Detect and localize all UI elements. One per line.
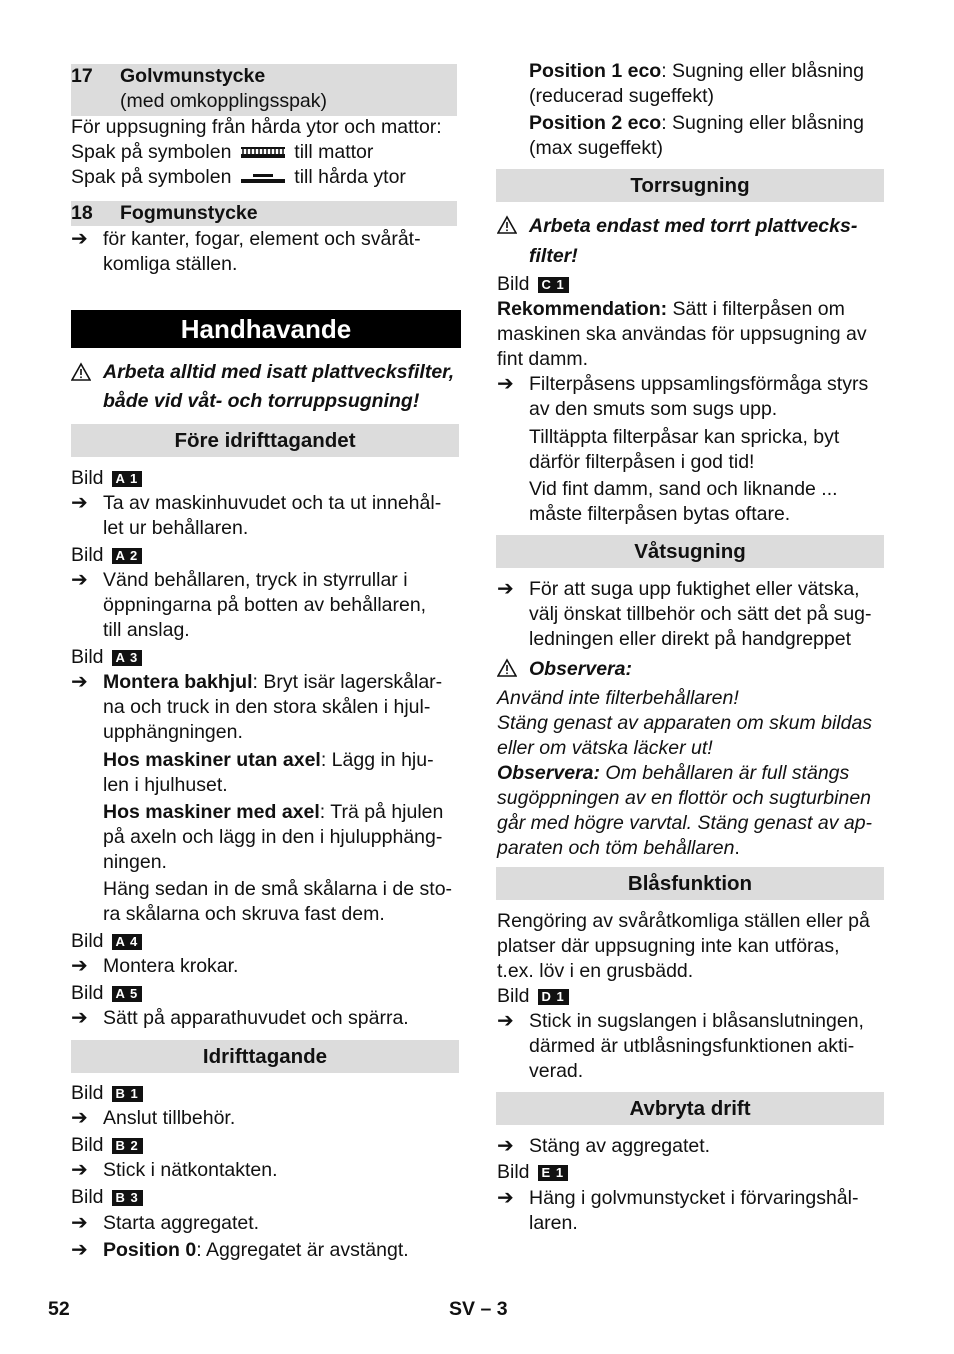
right-arrow-icon: ➔ <box>71 1239 88 1261</box>
right-arrow-icon: ➔ <box>497 373 514 395</box>
filter-text-1: Filterpåsens uppsamlingsförmåga styrs <box>529 373 869 395</box>
warning-text-2: både vid våt- och torruppsugning! <box>103 390 420 412</box>
item-18-text-1: för kanter, fogar, element och svåråt- <box>103 228 421 250</box>
step-b3-text: Starta aggregatet. <box>103 1212 260 1234</box>
figure-ref-a1: Bild A 1 <box>71 466 142 491</box>
item-17-subtitle: (med omkopplingsspak) <box>120 90 328 112</box>
right-arrow-icon: ➔ <box>497 1135 514 1157</box>
wet-text-1: För att suga upp fuktighet eller vätska, <box>529 578 860 600</box>
observe-2-text-4: paraten och töm behållaren. <box>497 837 740 859</box>
figure-ref-a3: Bild A 3 <box>71 645 142 670</box>
right-arrow-icon: ➔ <box>71 492 88 514</box>
blow-text-2: platser där uppsugning inte kan utföras, <box>497 935 840 957</box>
step-a3-text-1: Montera bakhjul: Bryt isär lagerskålar- <box>103 671 443 693</box>
right-arrow-icon: ➔ <box>71 671 88 693</box>
stop-text-2: Häng i golvmunstycket i förvaringshål- <box>529 1187 859 1209</box>
step-a3-text-3: upphängningen. <box>103 721 243 743</box>
filter-text-6: måste filterpåsen bytas oftare. <box>529 503 791 525</box>
warning-dry-text-1: Arbeta endast med torrt plattvecks- <box>529 215 858 237</box>
subheading-blasfunktion: Blåsfunktion <box>496 867 884 900</box>
filter-text-5: Vid fint damm, sand och liknande ... <box>529 478 838 500</box>
right-arrow-icon: ➔ <box>71 1159 88 1181</box>
step-b1-text: Anslut tillbehör. <box>103 1107 236 1129</box>
step-a3-text-9: Häng sedan in de små skålarna i de sto- <box>103 878 453 900</box>
item-18-text-2: komliga ställen. <box>103 253 238 275</box>
figure-ref-e1: Bild E 1 <box>497 1160 568 1185</box>
observe-text-1: Använd inte filterbehållaren! <box>497 687 739 709</box>
step-a1-text-1: Ta av maskinhuvudet och ta ut innehål- <box>103 492 442 514</box>
step-a3-text-10: ra skålarna och skruva fast dem. <box>103 903 385 925</box>
right-arrow-icon: ➔ <box>71 569 88 591</box>
figure-ref-b3: Bild B 3 <box>71 1185 143 1210</box>
recommendation-text-1: Rekommendation: Sätt i filterpåsen om <box>497 298 845 320</box>
step-a3-text-7: på axeln och lägg in den i hjulupphäng- <box>103 826 443 848</box>
warning-triangle-icon <box>497 658 517 678</box>
stop-text-1: Stäng av aggregatet. <box>529 1135 711 1157</box>
step-a5-text: Sätt på apparathuvudet och spärra. <box>103 1007 409 1029</box>
position-0-text: Position 0: Aggregatet är avstängt. <box>103 1239 409 1261</box>
item-18-number: 18 <box>71 202 93 224</box>
step-a3-text-2: na och truck in den stora skålen i hjul- <box>103 696 431 718</box>
right-arrow-icon: ➔ <box>71 228 88 250</box>
subheading-vatsugning: Våtsugning <box>496 535 884 568</box>
step-a3-text-8: ningen. <box>103 851 167 873</box>
subheading-idrifttagande: Idrifttagande <box>71 1040 459 1073</box>
stop-text-3: laren. <box>529 1212 578 1234</box>
step-a3-text-4: Hos maskiner utan axel: Lägg in hju- <box>103 749 434 771</box>
step-a1-text-2: let ur behållaren. <box>103 517 249 539</box>
right-arrow-icon: ➔ <box>71 1212 88 1234</box>
filter-text-2: av den smuts som sugs upp. <box>529 398 778 420</box>
item-17-number: 17 <box>71 65 93 87</box>
right-arrow-icon: ➔ <box>497 1010 514 1032</box>
figure-ref-a2: Bild A 2 <box>71 543 142 568</box>
filter-text-3: Tilltäppta filterpåsar kan spricka, byt <box>529 426 840 448</box>
right-arrow-icon: ➔ <box>497 1187 514 1209</box>
observe-heading: Observera: <box>529 658 632 680</box>
item-18-title: Fogmunstycke <box>120 202 258 224</box>
blow-text-1: Rengöring av svåråtkomliga ställen eller på <box>497 910 870 932</box>
position-2-text: Position 2 eco: Sugning eller blåsning <box>529 112 864 134</box>
figure-ref-c1: Bild C 1 <box>497 272 569 297</box>
blow-step-1: Stick in sugslangen i blåsanslutningen, <box>529 1010 864 1032</box>
observe-2-text-1: Observera: Om behållaren är full stängs <box>497 762 850 784</box>
step-a4-text: Montera krokar. <box>103 955 239 977</box>
warning-dry-text-2: filter! <box>529 245 578 267</box>
observe-text-2: Stäng genast av apparaten om skum bildas <box>497 712 873 734</box>
figure-ref-b1: Bild B 1 <box>71 1081 143 1106</box>
carpet-symbol-icon <box>241 145 285 159</box>
observe-text-3: eller om vätska läcker ut! <box>497 737 713 759</box>
item-17-title: Golvmunstycke <box>120 65 266 87</box>
section-heading-handhavande: Handhavande <box>71 310 461 348</box>
warning-triangle-icon <box>497 215 517 235</box>
item-17-carpet-line: Spak på symbolen till mattor <box>71 141 374 163</box>
warning-triangle-icon <box>71 362 91 382</box>
right-arrow-icon: ➔ <box>71 1007 88 1029</box>
observe-2-text-2: sugöppningen av en flottör och sugturbinen <box>497 787 872 809</box>
right-arrow-icon: ➔ <box>497 578 514 600</box>
right-arrow-icon: ➔ <box>71 1107 88 1129</box>
blow-step-2: därmed är utblåsningsfunktionen akti- <box>529 1035 855 1057</box>
warning-text-1: Arbeta alltid med isatt plattvecksfilter, <box>103 361 455 383</box>
step-a3-text-6: Hos maskiner med axel: Trä på hjulen <box>103 801 444 823</box>
position-2-text-2: (max sugeffekt) <box>529 137 664 159</box>
right-arrow-icon: ➔ <box>71 955 88 977</box>
recommendation-text-3: fint damm. <box>497 348 589 370</box>
step-a2-text-1: Vänd behållaren, tryck in styrrullar i <box>103 569 408 591</box>
observe-2-text-3: går med högre varvtal. Stäng genast av ap- <box>497 812 873 834</box>
position-1-text: Position 1 eco: Sugning eller blåsning <box>529 60 864 82</box>
item-17-text: För uppsugning från hårda ytor och mattor: <box>71 116 442 138</box>
position-1-text-2: (reducerad sugeffekt) <box>529 85 714 107</box>
figure-ref-a5: Bild A 5 <box>71 981 142 1006</box>
step-a2-text-2: öppningarna på botten av behållaren, <box>103 594 427 616</box>
figure-ref-d1: Bild D 1 <box>497 984 569 1009</box>
wet-text-3: ledningen eller direkt på handgreppet <box>529 628 851 650</box>
item-17-hard-floor-line: Spak på symbolen till hårda ytor <box>71 166 406 188</box>
subheading-torrsugning: Torrsugning <box>496 169 884 202</box>
filter-text-4: därför filterpåsen i god tid! <box>529 451 755 473</box>
blow-text-3: t.ex. löv i en grusbädd. <box>497 960 694 982</box>
subheading-avbryta-drift: Avbryta drift <box>496 1092 884 1125</box>
wet-text-2: välj önskat tillbehör och sätt det på sug- <box>529 603 872 625</box>
recommendation-text-2: maskinen ska användas för uppsugning av <box>497 323 867 345</box>
blow-step-3: verad. <box>529 1060 584 1082</box>
hard-floor-symbol-icon <box>241 170 285 184</box>
subheading-fore-idrifttagandet: Före idrifttagandet <box>71 424 459 457</box>
page-number: 52 <box>48 1298 70 1320</box>
figure-ref-a4: Bild A 4 <box>71 929 142 954</box>
figure-ref-b2: Bild B 2 <box>71 1133 143 1158</box>
step-a3-text-5: len i hjulhuset. <box>103 774 228 796</box>
step-b2-text: Stick i nätkontakten. <box>103 1159 278 1181</box>
footer-section-ref: SV – 3 <box>449 1298 508 1320</box>
step-a2-text-3: till anslag. <box>103 619 190 641</box>
